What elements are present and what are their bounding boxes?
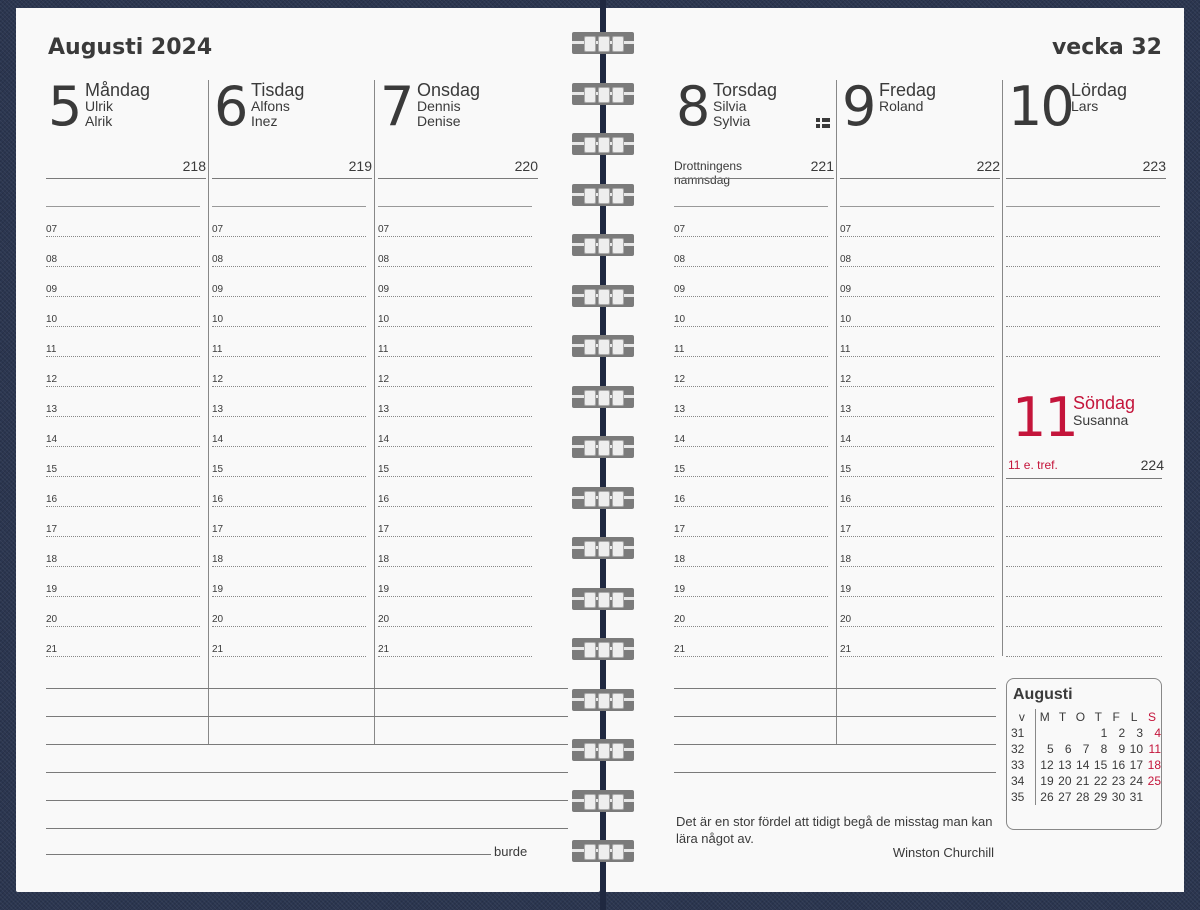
mini-calendar-header: S xyxy=(1148,710,1157,724)
day-name: Torsdag xyxy=(713,80,778,100)
hour-line xyxy=(212,596,366,597)
spiral-ring xyxy=(572,487,634,509)
sunday-nameday: Susanna xyxy=(1073,412,1129,428)
hour-line xyxy=(840,656,994,657)
mini-calendar-day: 4 xyxy=(1154,726,1161,740)
note-line xyxy=(674,772,996,773)
nameday: Alrik xyxy=(85,113,113,129)
hour-label: 16 xyxy=(212,494,224,505)
hour-line xyxy=(1006,266,1160,267)
hour-line xyxy=(1006,236,1160,237)
hour-line xyxy=(212,416,366,417)
mini-calendar-day: 22 xyxy=(1093,774,1108,788)
mini-calendar xyxy=(1006,678,1162,830)
hour-line xyxy=(378,266,532,267)
hour-label: 20 xyxy=(840,614,852,625)
hour-line xyxy=(212,446,366,447)
nameday: Dennis xyxy=(417,98,461,114)
hour-label: 13 xyxy=(378,404,390,415)
mini-calendar-day: 28 xyxy=(1076,790,1090,804)
spiral-ring xyxy=(572,335,634,357)
mini-calendar-day: 25 xyxy=(1147,774,1161,788)
mini-calendar-header: L xyxy=(1130,710,1138,724)
mini-calendar-day: 16 xyxy=(1111,758,1126,772)
hour-label: 11 xyxy=(46,344,57,355)
hour-line xyxy=(212,356,366,357)
day-name: Tisdag xyxy=(251,80,305,100)
nameday: Roland xyxy=(879,98,924,114)
hour-line xyxy=(674,386,828,387)
day-divider xyxy=(674,178,834,179)
hour-label: 20 xyxy=(212,614,224,625)
note-line xyxy=(46,854,491,855)
hour-label: 15 xyxy=(674,464,686,475)
hour-line xyxy=(674,566,828,567)
hour-line xyxy=(840,476,994,477)
note-line xyxy=(674,688,996,689)
mini-calendar-day: 6 xyxy=(1064,742,1072,756)
hour-label: 19 xyxy=(46,584,58,595)
hour-line xyxy=(840,296,994,297)
hour-label: 18 xyxy=(212,554,224,565)
hour-line xyxy=(674,596,828,597)
hour-line xyxy=(46,476,200,477)
mini-calendar-day: 1 xyxy=(1100,726,1108,740)
hour-label: 19 xyxy=(674,584,686,595)
hour-line xyxy=(840,386,994,387)
note-line xyxy=(840,206,994,207)
mini-calendar-day: 19 xyxy=(1040,774,1054,788)
hour-label: 13 xyxy=(46,404,58,415)
day-of-year: 218 xyxy=(182,158,206,174)
hour-label: 12 xyxy=(212,374,224,385)
hour-line xyxy=(840,266,994,267)
hour-label: 18 xyxy=(378,554,390,565)
mini-calendar-header: F xyxy=(1112,710,1120,724)
hour-label: 16 xyxy=(46,494,58,505)
mini-calendar-day: 2 xyxy=(1118,726,1126,740)
hour-line xyxy=(212,296,366,297)
mini-calendar-day xyxy=(1035,725,1053,741)
mini-calendar-day: 31 xyxy=(1129,790,1144,804)
nameday: Alfons xyxy=(251,98,290,114)
hour-label: 10 xyxy=(378,314,390,325)
hour-line xyxy=(378,236,532,237)
spiral-ring xyxy=(572,83,634,105)
quote-text: Det är en stor fördel att tidigt begå de misstag man kan lära något av. xyxy=(676,814,993,846)
sunday-number: 11 xyxy=(1012,386,1077,449)
day-number: 7 xyxy=(380,75,413,138)
hour-line xyxy=(46,266,200,267)
day-divider xyxy=(1006,178,1166,179)
mini-calendar-header: v xyxy=(1011,709,1035,725)
sunday-line xyxy=(1006,506,1162,507)
hour-line xyxy=(378,596,532,597)
hour-label: 07 xyxy=(674,224,686,235)
column-divider xyxy=(1002,80,1003,656)
note-line xyxy=(1006,206,1160,207)
hour-label: 10 xyxy=(212,314,224,325)
hour-line xyxy=(840,326,994,327)
hour-line xyxy=(378,416,532,417)
hour-line xyxy=(378,656,532,657)
spiral-ring xyxy=(572,184,634,206)
spiral-ring xyxy=(572,32,634,54)
hour-line xyxy=(674,446,828,447)
hour-label: 21 xyxy=(46,644,58,655)
hour-label: 08 xyxy=(840,254,852,265)
spiral-ring xyxy=(572,840,634,862)
mini-calendar-title: Augusti xyxy=(1013,686,1073,703)
hour-label: 21 xyxy=(378,644,390,655)
hour-line xyxy=(46,296,200,297)
hour-label: 10 xyxy=(674,314,686,325)
hour-line xyxy=(46,566,200,567)
sunday-note: 11 e. tref. xyxy=(1008,458,1058,472)
mini-calendar-week: 32 xyxy=(1011,741,1035,757)
hour-label: 07 xyxy=(212,224,224,235)
spiral-ring xyxy=(572,436,634,458)
hour-line xyxy=(840,626,994,627)
note-line xyxy=(46,688,568,689)
hour-label: 14 xyxy=(840,434,852,445)
hour-label: 12 xyxy=(674,374,686,385)
hour-label: 18 xyxy=(46,554,58,565)
hour-line xyxy=(46,536,200,537)
hour-line xyxy=(840,416,994,417)
mini-calendar-day: 7 xyxy=(1082,742,1090,756)
hour-label: 16 xyxy=(840,494,852,505)
hour-label: 10 xyxy=(840,314,852,325)
hour-line xyxy=(674,416,828,417)
hour-label: 18 xyxy=(674,554,686,565)
hour-line xyxy=(212,566,366,567)
hour-label: 20 xyxy=(46,614,58,625)
note-line xyxy=(212,206,366,207)
hour-line xyxy=(840,236,994,237)
hour-label: 11 xyxy=(840,344,851,355)
hour-line xyxy=(840,446,994,447)
hour-label: 09 xyxy=(46,284,58,295)
hour-line xyxy=(212,506,366,507)
hour-label: 19 xyxy=(840,584,852,595)
hour-line xyxy=(840,566,994,567)
column-divider xyxy=(836,80,837,744)
note-line xyxy=(674,716,996,717)
hour-label: 07 xyxy=(46,224,58,235)
hour-line xyxy=(1006,296,1160,297)
day-number: 8 xyxy=(676,75,709,138)
sunday-day-of-year: 224 xyxy=(1140,457,1164,473)
day-of-year: 220 xyxy=(514,158,538,174)
hour-line xyxy=(674,536,828,537)
day-divider xyxy=(378,178,538,179)
hour-label: 20 xyxy=(378,614,390,625)
hour-label: 15 xyxy=(212,464,224,475)
hour-label: 12 xyxy=(840,374,852,385)
month-title: Augusti 2024 xyxy=(48,35,213,60)
spiral-ring xyxy=(572,638,634,660)
day-number: 6 xyxy=(214,75,247,138)
mini-calendar-week: 35 xyxy=(1011,789,1035,805)
hour-label: 11 xyxy=(674,344,685,355)
mini-calendar-header: T xyxy=(1058,710,1067,724)
hour-line xyxy=(212,236,366,237)
brand-logo: burde xyxy=(494,844,528,859)
hour-line xyxy=(212,656,366,657)
mini-calendar-header: M xyxy=(1039,710,1050,724)
hour-label: 16 xyxy=(674,494,686,505)
hour-label: 17 xyxy=(378,524,390,535)
mini-calendar-day: 27 xyxy=(1058,790,1072,804)
hour-label: 08 xyxy=(378,254,390,265)
hour-line xyxy=(46,506,200,507)
day-name: Måndag xyxy=(85,80,151,100)
hour-line xyxy=(1006,356,1160,357)
mini-calendar-day xyxy=(1072,725,1090,741)
week-title: vecka 32 xyxy=(1051,35,1162,60)
hour-label: 13 xyxy=(674,404,686,415)
note-line xyxy=(46,800,568,801)
hour-line xyxy=(840,536,994,537)
day-of-year: 221 xyxy=(810,158,834,174)
hour-line xyxy=(46,386,200,387)
nameday: Silvia xyxy=(713,98,747,114)
sunday-divider xyxy=(1006,478,1162,479)
hour-label: 09 xyxy=(378,284,390,295)
spiral-ring xyxy=(572,537,634,559)
spiral-ring xyxy=(572,386,634,408)
hour-line xyxy=(378,536,532,537)
nameday: Denise xyxy=(417,113,461,129)
nameday: Sylvia xyxy=(713,113,751,129)
day-name: Onsdag xyxy=(417,80,481,100)
day-of-year: 222 xyxy=(976,158,1000,174)
hour-line xyxy=(212,266,366,267)
quote-author: Winston Churchill xyxy=(892,845,994,860)
mini-calendar-day: 12 xyxy=(1040,758,1054,772)
hour-label: 09 xyxy=(840,284,852,295)
sunday-name: Söndag xyxy=(1073,393,1136,413)
note-line xyxy=(378,206,532,207)
mini-calendar-day xyxy=(1054,725,1072,741)
day-number: 9 xyxy=(842,75,875,138)
hour-label: 14 xyxy=(378,434,390,445)
hour-label: 14 xyxy=(674,434,686,445)
column-divider xyxy=(208,80,209,744)
mini-calendar-week: 33 xyxy=(1011,757,1035,773)
mini-calendar-day: 29 xyxy=(1093,790,1108,804)
hour-line xyxy=(840,506,994,507)
mini-calendar-header: O xyxy=(1075,710,1086,724)
spiral-ring xyxy=(572,234,634,256)
hour-line xyxy=(46,626,200,627)
hour-line xyxy=(212,476,366,477)
mini-calendar-day: 13 xyxy=(1058,758,1072,772)
hour-line xyxy=(378,326,532,327)
hour-line xyxy=(674,656,828,657)
hour-label: 17 xyxy=(212,524,224,535)
mini-calendar-week: 31 xyxy=(1011,725,1035,741)
hour-line xyxy=(46,326,200,327)
nameday: Lars xyxy=(1071,98,1099,114)
mini-calendar-grid xyxy=(1011,709,1161,805)
hour-line xyxy=(378,386,532,387)
hour-label: 15 xyxy=(840,464,852,475)
hour-label: 08 xyxy=(212,254,224,265)
hour-label: 17 xyxy=(46,524,58,535)
note-line xyxy=(674,744,996,745)
hour-line xyxy=(212,386,366,387)
hour-label: 11 xyxy=(212,344,223,355)
hour-label: 21 xyxy=(674,644,686,655)
hour-label: 07 xyxy=(378,224,390,235)
mini-calendar-day: 24 xyxy=(1129,774,1144,788)
hour-line xyxy=(46,236,200,237)
note-line xyxy=(46,828,568,829)
day-name: Fredag xyxy=(879,80,937,100)
hour-label: 16 xyxy=(378,494,390,505)
hour-label: 13 xyxy=(840,404,852,415)
hour-label: 19 xyxy=(378,584,390,595)
spiral-ring xyxy=(572,285,634,307)
sunday-line xyxy=(1006,566,1162,567)
note-line xyxy=(46,744,568,745)
mini-calendar-header: T xyxy=(1094,710,1103,724)
left-page xyxy=(16,8,600,892)
hour-label: 11 xyxy=(378,344,389,355)
mini-calendar-day: 21 xyxy=(1076,774,1090,788)
column-divider xyxy=(374,80,375,744)
mini-calendar-day: 9 xyxy=(1118,742,1126,756)
day-number: 10 xyxy=(1008,75,1073,138)
hour-line xyxy=(46,656,200,657)
mini-calendar-day: 18 xyxy=(1147,758,1161,772)
hour-line xyxy=(378,506,532,507)
mini-calendar-day: 3 xyxy=(1136,726,1144,740)
mini-calendar-day xyxy=(1143,789,1161,805)
hour-label: 08 xyxy=(46,254,58,265)
hour-label: 12 xyxy=(46,374,58,385)
hour-line xyxy=(46,356,200,357)
hour-line xyxy=(674,236,828,237)
hour-line xyxy=(378,356,532,357)
mini-calendar-week: 34 xyxy=(1011,773,1035,789)
nameday: Ulrik xyxy=(85,98,113,114)
hour-label: 17 xyxy=(674,524,686,535)
note-line xyxy=(46,716,568,717)
note-line xyxy=(46,206,200,207)
mini-calendar-day: 23 xyxy=(1111,774,1126,788)
day-divider xyxy=(212,178,372,179)
hour-label: 17 xyxy=(840,524,852,535)
hour-label: 21 xyxy=(840,644,852,655)
hour-line xyxy=(212,626,366,627)
day-divider xyxy=(840,178,1000,179)
hour-label: 20 xyxy=(674,614,686,625)
sunday-line xyxy=(1006,536,1162,537)
hour-label: 13 xyxy=(212,404,224,415)
hour-line xyxy=(674,476,828,477)
hour-label: 10 xyxy=(46,314,58,325)
hour-line xyxy=(840,596,994,597)
hour-line xyxy=(1006,326,1160,327)
hour-line xyxy=(46,416,200,417)
hour-line xyxy=(212,326,366,327)
spiral-ring xyxy=(572,133,634,155)
sunday-line xyxy=(1006,596,1162,597)
spiral-ring xyxy=(572,790,634,812)
spiral-ring xyxy=(572,689,634,711)
mini-calendar-day: 14 xyxy=(1076,758,1090,772)
hour-line xyxy=(674,266,828,267)
swedish-flag-icon xyxy=(816,118,830,128)
mini-calendar-day: 8 xyxy=(1100,742,1108,756)
hour-label: 19 xyxy=(212,584,224,595)
hour-line xyxy=(46,446,200,447)
mini-calendar-day: 30 xyxy=(1111,790,1126,804)
hour-line xyxy=(674,506,828,507)
hour-line xyxy=(674,296,828,297)
hour-label: 12 xyxy=(378,374,390,385)
note-line xyxy=(46,772,568,773)
sunday-line xyxy=(1006,626,1162,627)
spiral-ring xyxy=(572,739,634,761)
hour-line xyxy=(378,476,532,477)
mini-calendar-day: 26 xyxy=(1040,790,1054,804)
mini-calendar-day: 5 xyxy=(1046,742,1054,756)
hour-label: 21 xyxy=(212,644,224,655)
hour-line xyxy=(212,536,366,537)
nameday: Inez xyxy=(251,113,278,129)
hour-label: 09 xyxy=(212,284,224,295)
mini-calendar-day: 10 xyxy=(1129,742,1144,756)
hour-line xyxy=(674,356,828,357)
holiday-label: Drottningens namnsdag xyxy=(674,159,743,187)
day-of-year: 219 xyxy=(348,158,372,174)
mini-calendar-day: 20 xyxy=(1058,774,1072,788)
day-name: Lördag xyxy=(1071,80,1128,100)
spiral-ring xyxy=(572,588,634,610)
sunday-line xyxy=(1006,656,1162,657)
day-divider xyxy=(46,178,206,179)
day-of-year: 223 xyxy=(1142,158,1166,174)
note-line xyxy=(674,206,828,207)
hour-line xyxy=(378,626,532,627)
hour-label: 15 xyxy=(46,464,58,475)
hour-line xyxy=(674,326,828,327)
day-number: 5 xyxy=(48,75,81,138)
hour-line xyxy=(378,446,532,447)
hour-label: 18 xyxy=(840,554,852,565)
hour-line xyxy=(378,296,532,297)
hour-line xyxy=(378,566,532,567)
hour-label: 07 xyxy=(840,224,852,235)
mini-calendar-day: 11 xyxy=(1148,742,1161,756)
hour-label: 15 xyxy=(378,464,390,475)
hour-line xyxy=(674,626,828,627)
mini-calendar-day: 15 xyxy=(1093,758,1108,772)
hour-label: 08 xyxy=(674,254,686,265)
hour-label: 14 xyxy=(212,434,224,445)
hour-line xyxy=(46,596,200,597)
hour-label: 09 xyxy=(674,284,686,295)
mini-calendar-day: 17 xyxy=(1129,758,1144,772)
hour-label: 14 xyxy=(46,434,58,445)
right-page xyxy=(606,8,1184,892)
hour-line xyxy=(840,356,994,357)
